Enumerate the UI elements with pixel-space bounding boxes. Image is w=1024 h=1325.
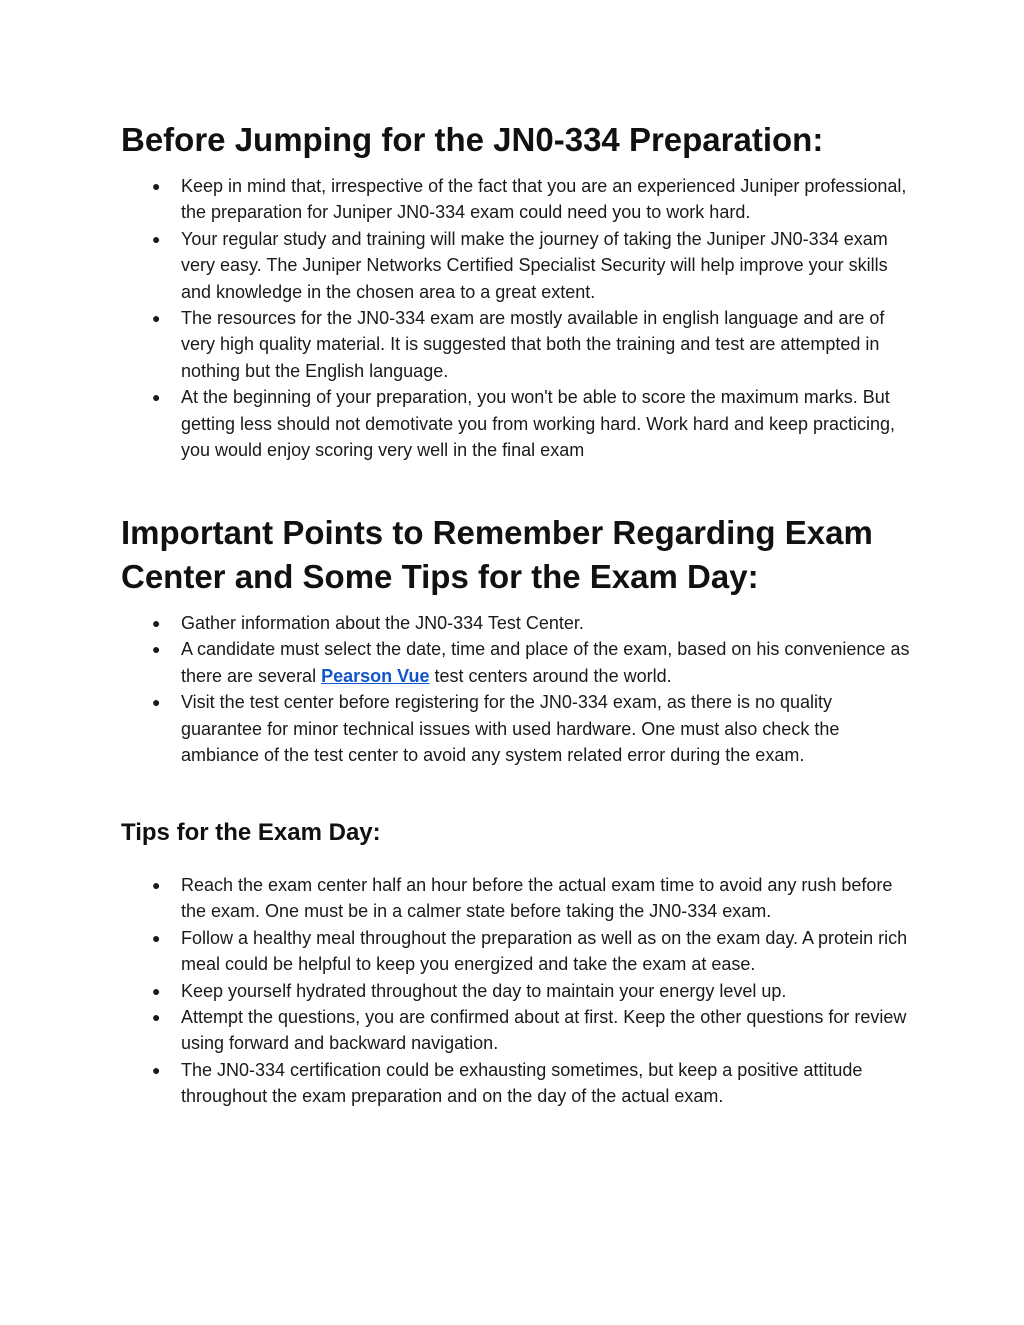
bullet-icon: ● <box>152 310 161 327</box>
list-item <box>121 872 911 925</box>
list-item-text: Gather information about the JN0-334 Test Center. <box>181 613 584 633</box>
list-item-text: Keep yourself hydrated throughout the day to maintain your energy level up. <box>181 980 787 1001</box>
list-exam-center <box>121 610 911 768</box>
heading-tips-exam-day: Tips for the Exam Day: <box>121 819 381 846</box>
list-item-text: Your regular study and training will make the journey of taking the Juniper JN0-334 exam very easy. The Juniper Networks Certified Specialist Security will help improve your skills and knowledge in the chosen area to a great extent. <box>181 228 888 302</box>
list-item <box>121 978 911 1004</box>
list-item-text: Keep in mind that, irrespective of the fact that you are an experienced Juniper professional, the preparation for Juniper JN0-334 exam could need you to work hard. <box>181 176 907 223</box>
list-item <box>121 1057 911 1110</box>
list-item <box>121 1004 911 1057</box>
list-item-text-end: test centers around the world. <box>429 665 672 686</box>
bullet-icon: ● <box>152 1061 161 1078</box>
list-before-preparation <box>121 173 911 463</box>
list-item <box>121 689 911 768</box>
list-item-text: Visit the test center before registering for the JN0-334 exam, as there is no quality guarantee for minor technical issues with used hardware. One must also check the ambiance of the test center to avoid any system related error during the exam. <box>181 692 840 766</box>
list-item <box>121 305 911 384</box>
bullet-icon: ● <box>152 641 161 658</box>
bullet-icon: ● <box>152 694 161 711</box>
list-item-text-start: A candidate must select the date, time and place of the exam, based on his convenience as there are several <box>181 639 910 686</box>
list-item <box>121 636 911 689</box>
pearson-vue-link[interactable]: Pearson Vue <box>321 665 430 686</box>
bullet-icon: ● <box>152 877 161 893</box>
list-item-text: Follow a healthy meal throughout the preparation as well as on the exam day. A protein rich meal could be helpful to keep you energized and take the exam at ease. <box>181 927 908 975</box>
bullet-icon: ● <box>152 230 161 247</box>
list-exam-day-tips <box>121 872 911 1110</box>
list-item <box>121 173 911 226</box>
heading-important-points: Important Points to Remember Regarding Exam Center and Some Tips for the Exam Day: <box>121 514 873 595</box>
list-item <box>121 226 911 305</box>
list-item-text: The JN0-334 certification could be exhausting sometimes, but keep a positive attitude throughout the exam preparation and on the day of the actual exam. <box>181 1059 863 1107</box>
list-item <box>121 384 911 463</box>
bullet-icon: ● <box>152 982 161 999</box>
bullet-icon: ● <box>152 929 161 946</box>
bullet-icon: ● <box>152 615 161 631</box>
list-item-text: At the beginning of your preparation, you won't be able to score the maximum marks. But getting less should not demotivate you from working hard. Work hard and keep practicing, you would enjoy scoring very well in the final exam <box>181 387 896 461</box>
bullet-icon: ● <box>152 178 161 194</box>
list-item-text: Reach the exam center half an hour before the actual exam time to avoid any rush before the exam. One must be in a calmer state before taking the JN0-334 exam. <box>181 875 893 922</box>
bullet-icon: ● <box>152 389 161 406</box>
list-item-text: The resources for the JN0-334 exam are mostly available in english language and are of very high quality material. It is suggested that both the training and test are attempted in nothing but the English language. <box>181 308 885 381</box>
heading-before-preparation: Before Jumping for the JN0-334 Preparation: <box>121 121 824 158</box>
bullet-icon: ● <box>152 1009 161 1026</box>
list-item <box>121 925 911 978</box>
list-item-text: Attempt the questions, you are confirmed about at first. Keep the other questions for review using forward and backward navigation. <box>181 1007 907 1054</box>
list-item <box>121 610 911 636</box>
